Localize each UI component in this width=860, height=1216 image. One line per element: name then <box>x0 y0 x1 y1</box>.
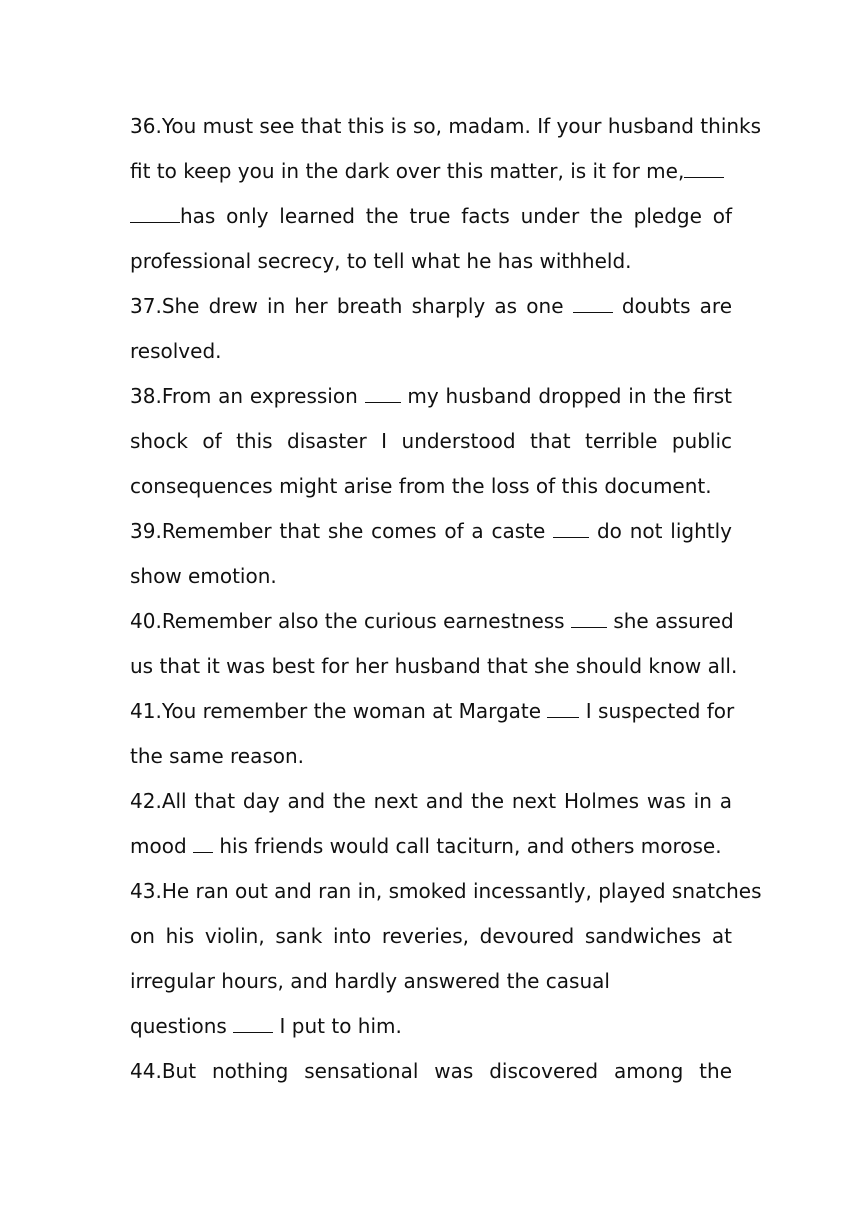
item-39-line-1: 39.Remember that she comes of a caste do not lightly <box>130 519 733 543</box>
item-44-line-1: 44.But nothing sensational was discovered among the <box>130 1059 732 1083</box>
item-39-line-2: show emotion. <box>130 564 277 588</box>
item-43-line-2: on his violin, sank into reveries, devoured sandwiches at <box>130 924 732 948</box>
item-36-line-4: professional secrecy, to tell what he has withheld. <box>130 249 632 273</box>
item-37-line-2: resolved. <box>130 339 222 363</box>
item-36-line-2: fit to keep you in the dark over this matter, is it for me, <box>130 149 732 194</box>
item-42-line-1: 42.All that day and the next and the next Holmes was in a <box>130 789 732 813</box>
item-41-line-1: 41.You remember the woman at Margate I suspected for <box>130 699 735 723</box>
item-40-line-2: us that it was best for her husband that she should know all. <box>130 654 738 678</box>
answer-blank[interactable] <box>573 311 613 313</box>
item-36-line-3: has only learned the true facts under the pledge of <box>130 194 732 239</box>
item-38-line-1: 38.From an expression my husband dropped in the first <box>130 384 732 408</box>
item-43-line-3: irregular hours, and hardly answered the casual <box>130 969 610 993</box>
answer-blank[interactable] <box>365 401 401 403</box>
item-36-line-1: 36.You must see that this is so, madam. If your husband thinks <box>130 114 762 138</box>
answer-blank[interactable] <box>553 536 589 538</box>
answer-blank[interactable] <box>684 176 724 178</box>
item-41-line-2: the same reason. <box>130 744 305 768</box>
answer-blank[interactable] <box>571 626 607 628</box>
document-page <box>130 104 762 1094</box>
item-42-line-2: mood his friends would call taciturn, and others morose. <box>130 834 722 858</box>
answer-blank[interactable] <box>130 221 180 223</box>
answer-blank[interactable] <box>193 851 213 853</box>
answer-blank[interactable] <box>233 1031 273 1033</box>
item-40-line-1: 40.Remember also the curious earnestness she assured <box>130 609 734 633</box>
item-43-line-1: 43.He ran out and ran in, smoked incessantly, played snatches <box>130 879 762 903</box>
item-38-line-3: consequences might arise from the loss of this document. <box>130 474 712 498</box>
item-43-line-4: questions I put to him. <box>130 1014 402 1038</box>
item-number: 36. <box>130 114 162 138</box>
item-37-line-1: 37.She drew in her breath sharply as one doubts are <box>130 294 733 318</box>
item-38-line-2: shock of this disaster I understood that terrible public <box>130 429 732 453</box>
answer-blank[interactable] <box>547 716 579 718</box>
